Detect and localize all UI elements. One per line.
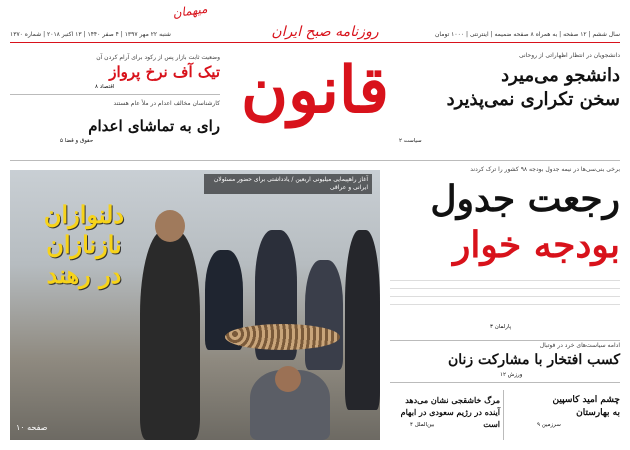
story-kicker: دانشجویان در انتظار اظهاراتی از روحانی (519, 52, 620, 59)
page-ref: حقوق و قضا ۵ (60, 138, 94, 144)
story-headline: مرگ خاشقجی نشان می‌دهد (405, 395, 500, 405)
photo-headline-line: در رهند (46, 260, 122, 289)
story-kicker: ادامه سیاست‌های خرد در فوتبال (539, 342, 620, 349)
text-line (390, 280, 620, 281)
masthead-title: قانون (241, 53, 389, 128)
story-headline: کسب افتخار با مشارکت زنان (447, 352, 620, 368)
boy-figure (305, 260, 343, 370)
divider (10, 94, 220, 95)
women-story[interactable] (390, 342, 620, 382)
khashoggi-story[interactable] (390, 390, 500, 440)
photo-headline-line: نازنازان (46, 230, 122, 259)
text-line (390, 296, 620, 297)
story-headline[interactable]: تیک آف نرخ پرواز (109, 63, 220, 81)
main-story[interactable] (390, 166, 620, 341)
boy-head (275, 366, 301, 392)
divider (390, 340, 620, 341)
main-headline: رجعت جدول (430, 178, 620, 220)
divider (390, 382, 620, 383)
page-ref: سرزمین ۹ (537, 422, 561, 428)
page-ref: ورزش ۱۲ (500, 372, 523, 378)
text-line (390, 288, 620, 289)
photo-headline-line: دلنوازان (43, 200, 125, 229)
story-kicker: برخی بنی‌سی‌ها در نیمه جدول بودجه ۹۸ کشور را ترک کردند (470, 166, 620, 173)
photo-caption: آغاز راهپیمایی میلیونی اربعین / یادداشتی برای حضور مسئولان ایرانی و عراقی (204, 174, 372, 194)
story-headline: به بهارستان (576, 408, 620, 418)
story-headline: چشم امید کاسپین (552, 395, 620, 405)
masthead-tagline: روزنامه صبح ایران (271, 24, 379, 40)
main-headline-red: بودجه خوار (453, 224, 620, 266)
front-photo[interactable] (10, 170, 380, 440)
page-ref: اقتصاد ۸ (95, 84, 115, 90)
top-right-story[interactable] (395, 46, 620, 156)
photo-headline (24, 200, 144, 290)
top-left-stories (10, 46, 220, 158)
story-body (390, 276, 620, 320)
caspian-story[interactable] (507, 390, 620, 440)
pilgrim-figure (140, 230, 200, 440)
masthead (230, 18, 400, 153)
column-divider (503, 390, 504, 440)
story-kicker: وضعیت ثابت بازار پس از رکود برای آرام کردن آن (96, 54, 220, 61)
pilgrim-head (155, 210, 185, 242)
food-tray (225, 324, 340, 350)
supplement-logo: میهمان (171, 1, 209, 21)
man-figure (345, 230, 380, 410)
photo-page-ref: صفحه ۱۰ (16, 423, 48, 432)
story-headline: دانشجو می‌میرد (501, 65, 620, 86)
story-kicker: کارشناسان مخالف اعدام در ملأ عام هستند (113, 100, 220, 107)
page-ref: پارلمان ۳ (490, 324, 512, 330)
issue-date: شنبه ۲۲ مهر ۱۳۹۷ | ۴ صفر ۱۴۴۰ | ۱۳ اکتبر ۲۰۱۸ | شماره ۱۳۷۰ (10, 31, 171, 38)
text-line (390, 304, 620, 305)
story-headline: آینده در رژیم سعودی در ابهام است (400, 407, 500, 429)
story-headline[interactable]: رای به تماشای اعدام (88, 117, 220, 135)
issue-info: سال ششم | ۱۲ صفحه | به همراه ۸ صفحه ضمیمه | اینترنتی | ۱۰۰۰ تومان (435, 31, 620, 38)
page-ref: سیاست ۲ (399, 138, 422, 144)
page-ref: بین‌الملل ۴ (410, 422, 435, 428)
divider (10, 160, 620, 161)
story-headline: سخن تکراری نمی‌پذیرد (446, 89, 620, 110)
